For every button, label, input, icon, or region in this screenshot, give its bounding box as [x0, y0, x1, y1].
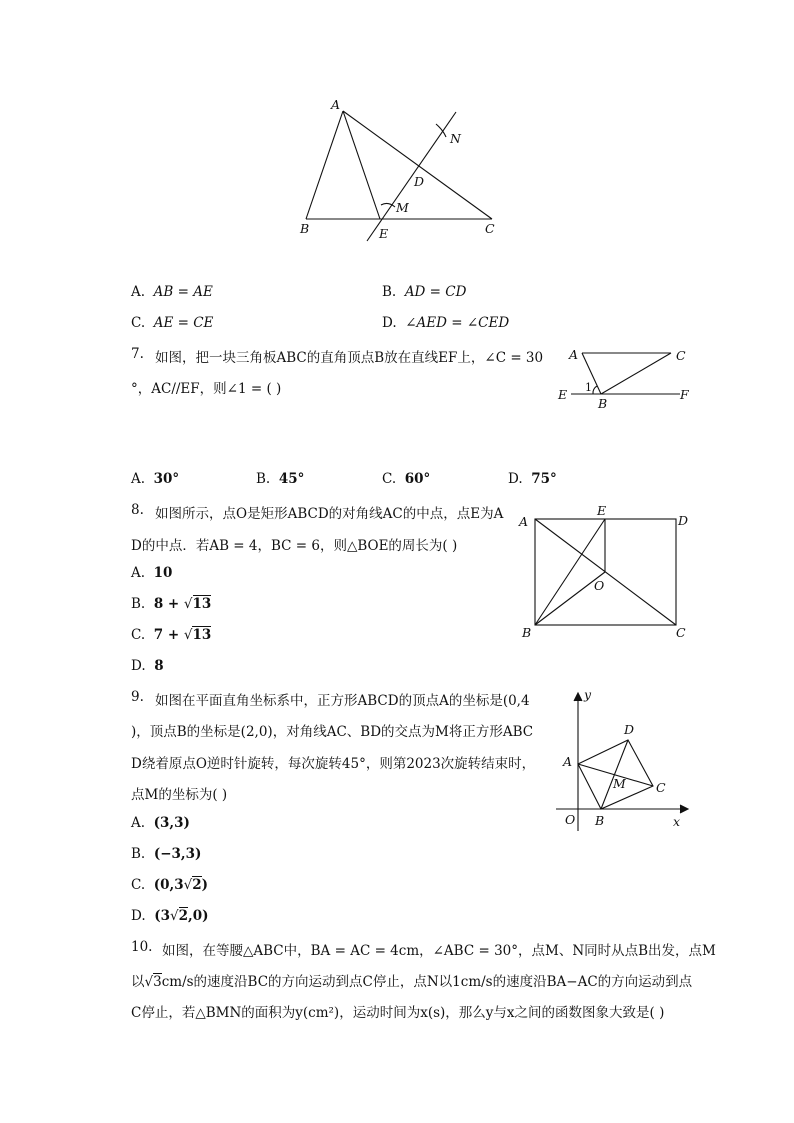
- option-pre: 8 +: [153, 596, 184, 612]
- option-key: B.: [131, 596, 146, 612]
- label-E: E: [558, 387, 568, 402]
- option-key: A.: [131, 565, 146, 581]
- label-E: E: [379, 226, 389, 241]
- option-text: 30°: [153, 471, 180, 487]
- option-text: 60°: [404, 471, 431, 487]
- line2-pre: 以: [131, 974, 145, 990]
- option-text: 45°: [278, 471, 305, 487]
- option-radicand: 13: [192, 596, 212, 612]
- label-C: C: [676, 348, 686, 363]
- option-key: B.: [382, 284, 397, 300]
- sqrt-icon: √: [183, 596, 193, 612]
- option-key: C.: [131, 315, 146, 331]
- option-key: C.: [131, 627, 146, 643]
- option-text: 8: [154, 658, 164, 674]
- label-y: y: [584, 687, 592, 702]
- q10-stem-line1: 如图，在等腰△ABC中，BA = AC = 4cm，∠ABC = 30°，点M、N同时从点B出发，点M: [162, 943, 716, 959]
- q9-stem-line2: )，顶点B的坐标是(2,0)，对角线AC、BD的交点为M将正方形ABC: [131, 724, 534, 740]
- label-C: C: [656, 780, 666, 795]
- q8-stem-line1: 如图所示，点O是矩形ABCD的对角线AC的中点，点E为A: [155, 506, 504, 522]
- q8-number: 8.: [131, 502, 144, 518]
- q9-number: 9.: [131, 689, 144, 705]
- sqrt-icon: √: [170, 908, 179, 924]
- q7-stem-line2: °，AC//EF，则∠1 = ( ): [131, 381, 282, 397]
- label-C: C: [676, 625, 686, 640]
- option-key: D.: [131, 908, 146, 924]
- q9-option-b[interactable]: [131, 846, 201, 862]
- option-text: ∠AED = ∠CED: [405, 315, 510, 331]
- label-M: M: [396, 200, 409, 215]
- option-text: 10: [153, 565, 173, 581]
- q10-number: 10.: [131, 939, 153, 955]
- option-key: C.: [382, 471, 397, 487]
- q7-number: 7.: [131, 346, 144, 362]
- option-pre: (0,3: [153, 877, 184, 893]
- label-B: B: [522, 625, 532, 640]
- label-D: D: [624, 722, 635, 737]
- label-A: A: [331, 97, 341, 112]
- line2-radicand: 3: [153, 974, 162, 990]
- line2-post: cm/s的速度沿BC的方向运动到点C停止，点N以1cm/s的速度沿BA−AC的方向运动到点: [161, 974, 693, 990]
- option-key: C.: [131, 877, 146, 893]
- option-key: B.: [256, 471, 271, 487]
- option-key: D.: [382, 315, 397, 331]
- q9-stem-line4: 点M的坐标为( ): [131, 787, 228, 803]
- label-E: E: [597, 503, 607, 518]
- option-post: ): [201, 877, 209, 893]
- option-text: (−3,3): [153, 846, 202, 862]
- q9-stem-line3: D绕着原点O逆时针旋转，每次旋转45°，则第2023次旋转结束时，: [131, 756, 536, 772]
- option-text: AD = CD: [404, 284, 467, 300]
- q10-stem-line3: C停止，若△BMN的面积为y(cm²)，运动时间为x(s)，那么y与x之间的函数图象大致是( ): [131, 1005, 665, 1021]
- q9-option-c[interactable]: [131, 877, 208, 893]
- label-A: A: [519, 514, 529, 529]
- sqrt-icon: √: [144, 974, 154, 990]
- label-M: M: [613, 776, 626, 791]
- option-radicand: 13: [192, 627, 212, 643]
- q9-option-a[interactable]: [131, 815, 190, 831]
- label-D: D: [678, 513, 689, 528]
- option-text: 75°: [531, 471, 557, 487]
- q9-option-d[interactable]: [131, 908, 209, 924]
- label-O: O: [594, 578, 605, 593]
- label-B: B: [300, 221, 310, 236]
- option-key: B.: [131, 846, 146, 862]
- q10-stem-line2: [131, 970, 692, 990]
- label-O: O: [565, 812, 576, 827]
- option-key: A.: [131, 284, 146, 300]
- label-B: B: [595, 813, 605, 828]
- label-F: F: [680, 387, 689, 402]
- x-axis-arrow: [680, 805, 688, 813]
- option-key: A.: [131, 815, 146, 831]
- option-post: ,0): [188, 908, 209, 924]
- q7-stem-line1: 如图，把一块三角板ABC的直角顶点B放在直线EF上，∠C = 30: [155, 350, 544, 366]
- label-A: A: [563, 754, 573, 769]
- label-B: B: [598, 396, 608, 411]
- y-axis-arrow: [574, 693, 582, 701]
- option-pre: 7 +: [153, 627, 184, 643]
- label-D: D: [414, 174, 425, 189]
- option-radicand: 2: [192, 877, 202, 893]
- label-N: N: [450, 131, 461, 146]
- option-pre: (3: [154, 908, 171, 924]
- label-angle-1: 1: [585, 381, 592, 394]
- q8-stem-line2: D的中点．若AB = 4，BC = 6，则△BOE的周长为( ): [131, 538, 458, 554]
- option-key: D.: [508, 471, 523, 487]
- option-text: (3,3): [153, 815, 190, 831]
- label-A: A: [569, 347, 579, 362]
- sqrt-icon: √: [183, 877, 193, 893]
- option-text: AE = CE: [153, 315, 214, 331]
- q9-stem-line1: 如图在平面直角坐标系中，正方形ABCD的顶点A的坐标是(0,4: [155, 693, 530, 709]
- option-text: AB = AE: [153, 284, 213, 300]
- sqrt-icon: √: [183, 627, 193, 643]
- option-key: D.: [131, 658, 146, 674]
- label-x: x: [673, 814, 681, 829]
- option-radicand: 2: [178, 908, 189, 924]
- label-C: C: [485, 221, 495, 236]
- option-key: A.: [131, 471, 146, 487]
